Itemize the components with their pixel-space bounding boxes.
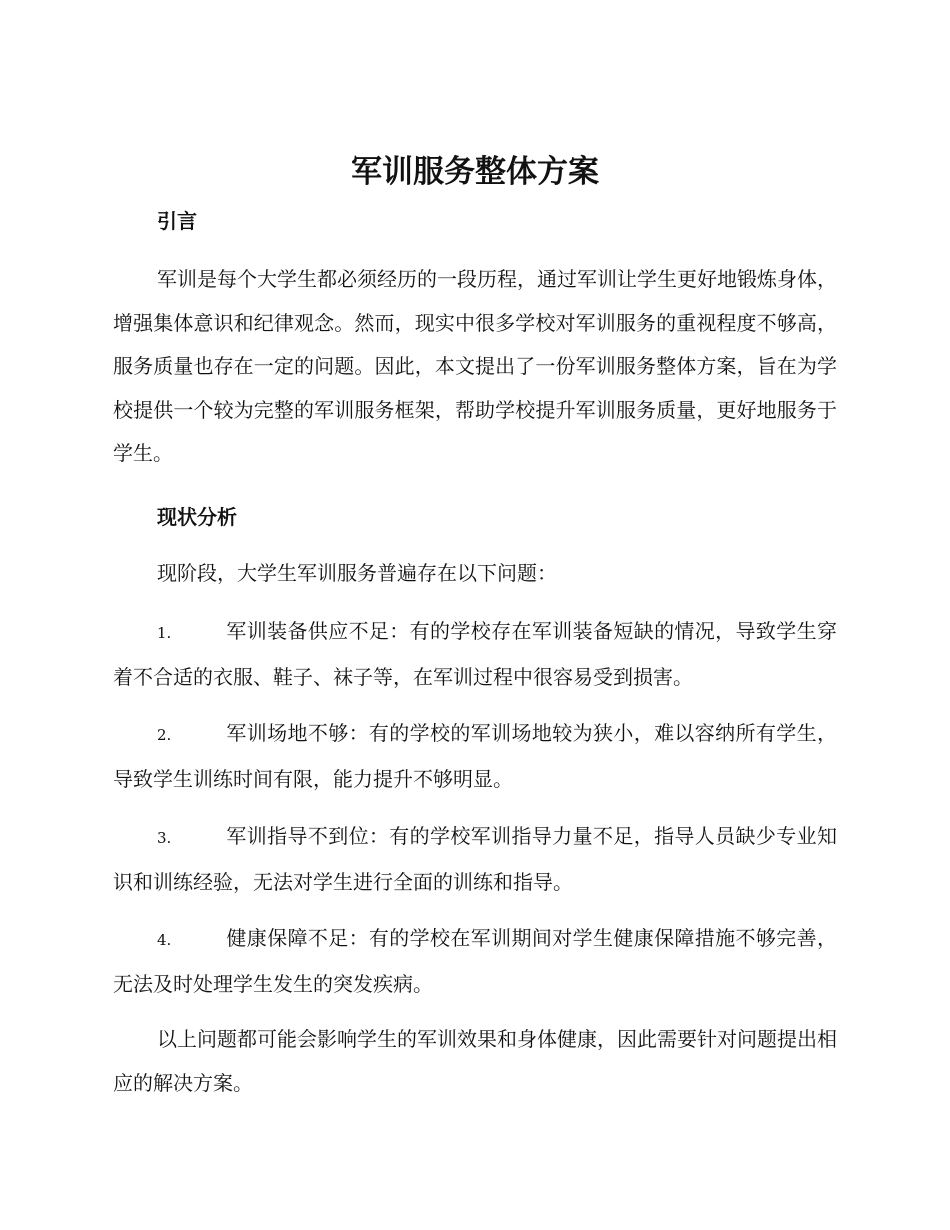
list-item — [113, 814, 837, 904]
introduction-paragraph: 军训是每个大学生都必须经历的一段历程，通过军训让学生更好地锻炼身体，增强集体意识和纪律观念。然而，现实中很多学校对军训服务的重视程度不够高，服务质量也存在一定的问题。因此，本文提出了一份军训服务整体方案，旨在为学校提供一个较为完整的军训服务框架，帮助学校提升军训服务质量，更好地服务于学生。 — [113, 267, 837, 465]
section-heading-status-analysis: 现状分析 — [157, 505, 237, 529]
list-item — [113, 711, 837, 801]
list-item-number: 2. — [157, 726, 172, 744]
document-title: 军训服务整体方案 — [351, 154, 599, 190]
list-item-number: 4. — [157, 931, 172, 949]
list-item-text: 军训装备供应不足：有的学校存在军训装备短缺的情况，导致学生穿着不合适的衣服、鞋子、袜子等，在军训过程中很容易受到损害。 — [113, 619, 837, 689]
status-analysis-intro: 现阶段，大学生军训服务普遍存在以下问题： — [157, 561, 557, 585]
list-item — [113, 609, 837, 699]
list-item-number: 3. — [157, 829, 172, 847]
status-analysis-conclusion: 以上问题都可能会影响学生的军训效果和身体健康，因此需要针对问题提出相应的解决方案。 — [113, 1027, 837, 1095]
list-item — [113, 916, 837, 1006]
list-item-number: 1. — [157, 624, 172, 642]
section-heading-introduction: 引言 — [157, 209, 197, 233]
list-item-text: 军训指导不到位：有的学校军训指导力量不足，指导人员缺少专业知识和训练经验，无法对学生进行全面的训练和指导。 — [113, 824, 837, 894]
list-item-text: 健康保障不足：有的学校在军训期间对学生健康保障措施不够完善，无法及时处理学生发生的突发疾病。 — [113, 926, 837, 996]
list-item-text: 军训场地不够：有的学校的军训场地较为狭小，难以容纳所有学生，导致学生训练时间有限，能力提升不够明显。 — [113, 721, 837, 791]
